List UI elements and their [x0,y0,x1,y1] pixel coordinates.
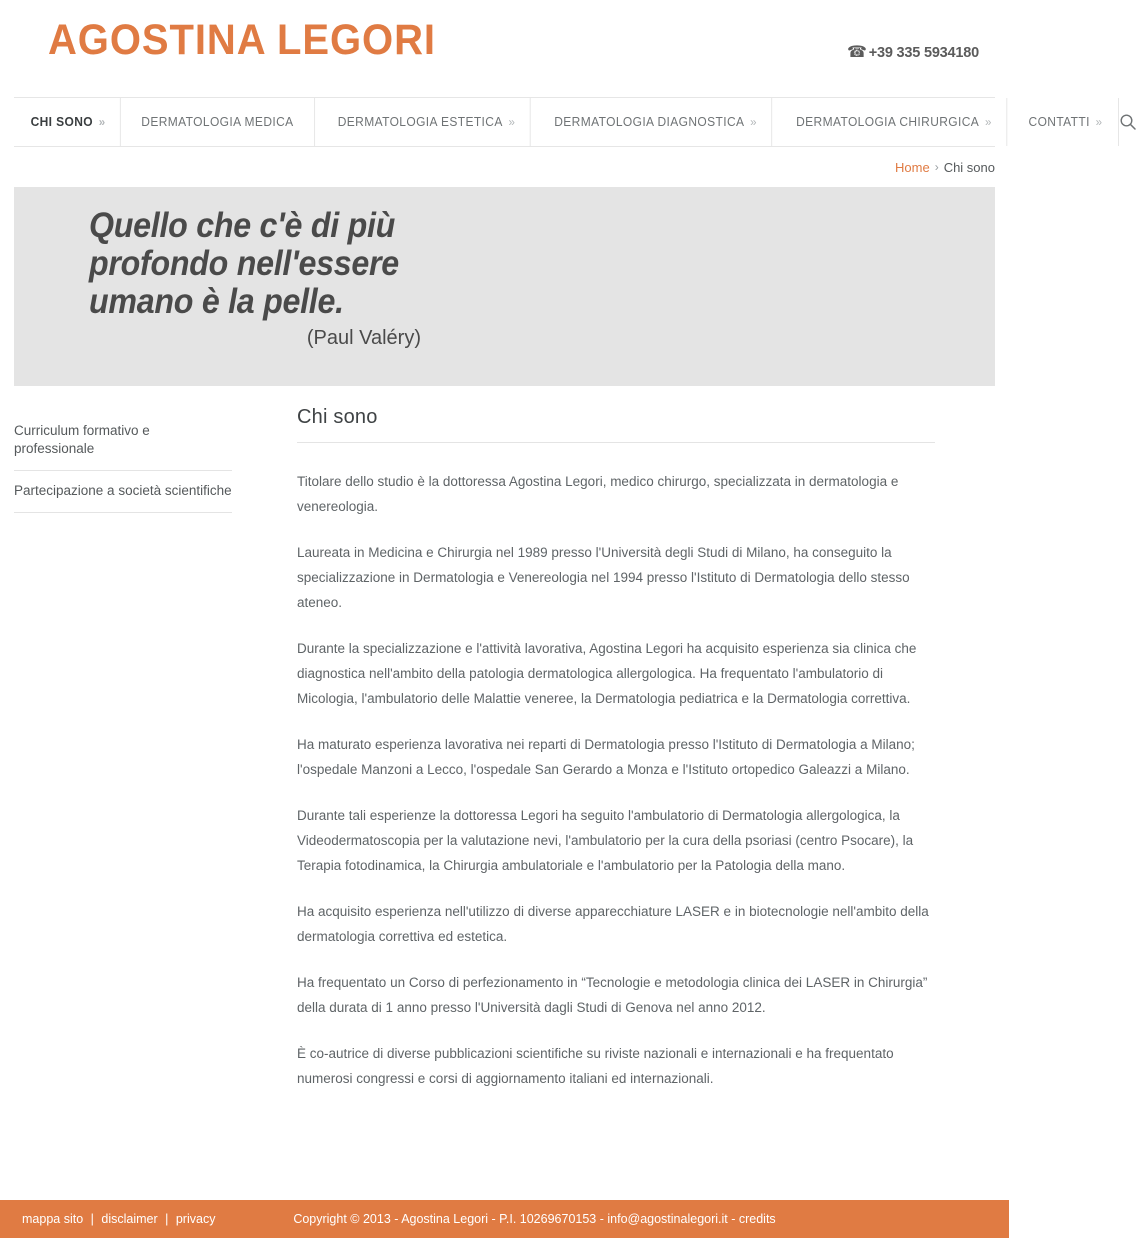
chevron-right-icon: » [508,115,515,129]
site-footer [0,1200,1009,1238]
hero-quote-author: (Paul Valéry) [306,327,421,349]
article-paragraph: Ha acquisito esperienza nell'utilizzo di diverse apparecchiature LASER e in biotecnologie nell'ambito della dermatologia correttiva ed estetica. [297,904,929,944]
article-paragraph: Ha maturato esperienza lavorativa nei reparti di Dermatologia presso l'Istituto di Dermatologia a Milano; l'ospedale Manzoni a Lecco, l'ospedale San Gerardo a Monza e l'Istituto ortopedico Galeazzi a Milano. [297,737,915,777]
breadcrumb-current: Chi sono [943,159,995,175]
nav-item-chi-sono[interactable] [16,98,121,146]
main-content [232,406,995,1112]
site-logo[interactable]: AGOSTINA LEGORI [48,16,436,64]
nav-list [14,98,1118,146]
article-body [297,443,935,1091]
chevron-right-icon: » [749,115,757,129]
sidebar [14,406,232,1112]
sidebar-item-partecipazione[interactable] [14,471,232,513]
nav-item-label: CONTATTI [1028,115,1090,129]
nav-item-label: CHI SONO [30,115,93,129]
breadcrumb [0,147,1009,187]
hero-quote-line-2: profondo nell'essere [89,244,399,283]
page-title: Chi sono [297,406,935,443]
footer-link-privacy[interactable]: privacy [175,1212,216,1226]
footer-copyright: Copyright © 2013 - Agostina Legori - P.I. 10269670153 - info@agostinalegori.it - credits [293,1212,776,1226]
site-header [0,0,1009,97]
sidebar-list [14,418,232,513]
hero-inner [89,207,609,350]
footer-link-disclaimer[interactable]: disclaimer [101,1212,158,1226]
article-paragraph: Durante tali esperienze la dottoressa Legori ha seguito l'ambulatorio di Dermatologia allergologica, la Videodermatoscopia per la valutazione nevi, l'ambulatorio per la cura della psoriasi (centro Psocare), la Terapia fotodinamica, la Chirurgia ambulatoriale e l'ambulatorio per la Patologia della mano. [297,808,914,873]
footer-link-separator: | [90,1212,94,1226]
article-paragraph: Titolare dello studio è la dottoressa Agostina Legori, medico chirurgo, specializzata in dermatologia e venereologia. [297,474,899,514]
footer-link-mappa-sito[interactable]: mappa sito [22,1212,84,1226]
main-navigation [14,97,1102,147]
chevron-right-icon: » [984,115,992,129]
chevron-right-icon: » [98,115,106,129]
article-paragraph: Ha frequentato un Corso di perfezionamento in “Tecnologie e metodologia clinica dei LASER in Chirurgia” della durata di 1 anno presso l'Università dagli Studi di Genova nel anno 2012. [297,975,928,1015]
nav-item-contatti[interactable] [1014,98,1117,146]
nav-item-label: DERMATOLOGIA DIAGNOSTICA [553,115,744,129]
nav-item-dermatologia-estetica[interactable] [323,98,530,146]
nav-item-dermatologia-chirurgica[interactable] [781,98,1006,146]
content-row [0,406,1009,1112]
hero-quote-banner [14,187,995,386]
header-phone-number: +39 335 5934180 [868,45,979,61]
header-phone [847,45,979,61]
nav-item-dermatologia-diagnostica[interactable] [539,98,771,146]
footer-link-separator: | [165,1212,169,1226]
sidebar-item-curriculum[interactable] [14,418,232,471]
hero-quote-line-3: umano è la pelle. [89,282,344,321]
article-paragraph: Durante la specializzazione e l'attività lavorativa, Agostina Legori ha acquisito esperienza sia clinica che diagnostica nell'ambito della patologia dermatologica allergologica. Ha frequentato l'ambulatorio di Micologia, l'ambulatorio delle Malattie veneree, la Dermatologia pediatrica e la Dermatologia correttiva. [297,641,917,706]
chevron-right-icon: » [1095,115,1102,129]
nav-item-label: DERMATOLOGIA MEDICA [141,115,294,129]
breadcrumb-separator: › [934,160,939,174]
nav-item-label: DERMATOLOGIA CHIRURGICA [795,115,979,129]
hero-quote-text [89,207,567,321]
nav-item-label: DERMATOLOGIA ESTETICA [337,115,503,129]
breadcrumb-home-link[interactable]: Home [895,159,930,175]
sidebar-item-label: Curriculum formativo e professionale [14,423,150,456]
search-button[interactable] [1118,98,1137,146]
hero-quote-line-1: Quello che c'è di più [89,206,396,245]
article-paragraph: Laureata in Medicina e Chirurgia nel 1989 presso l'Università degli Studi di Milano, ha conseguito la specializzazione in Dermatologia e Venereologia nel 1994 presso l'Istituto di Dermatologia dello stesso ateneo. [297,545,910,610]
phone-icon: ☎ [846,44,867,61]
article-paragraph: È co-autrice di diverse pubblicazioni scientifiche su riviste nazionali e internazionali e ha frequentato numerosi congressi e corsi di aggiornamento italiani ed internazionali. [297,1046,894,1086]
sidebar-item-label: Partecipazione a società scientifiche [14,483,232,498]
nav-item-dermatologia-medica[interactable] [127,98,315,146]
search-icon [1119,113,1137,131]
